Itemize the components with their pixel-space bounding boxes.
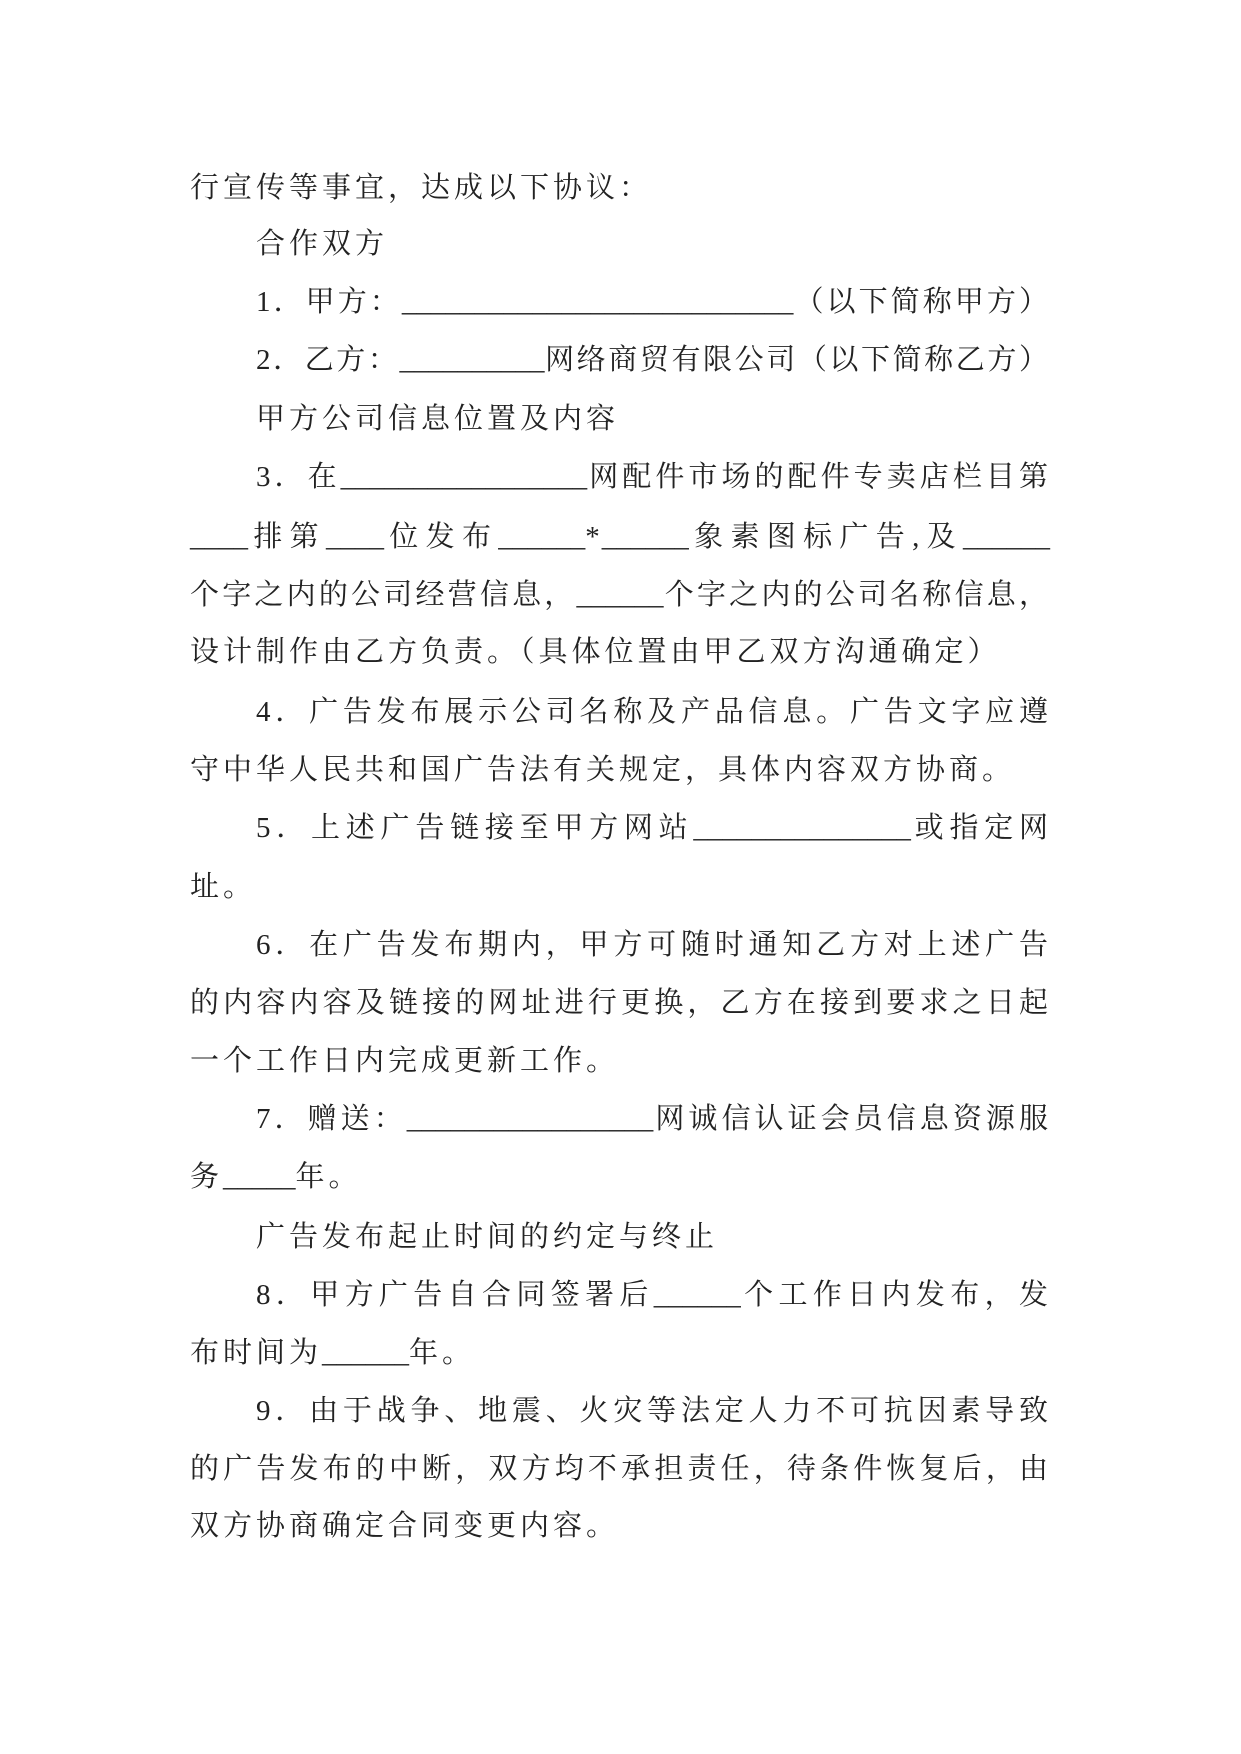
clause-text: 年。: [409, 1337, 476, 1369]
clause-text: 网络商贸有限公司（以下简称乙方）: [544, 344, 1050, 376]
clause-text: 9．由于战争、地震、火灾等法定人力不可抗因素导致: [256, 1395, 1050, 1427]
blank-field: ______: [498, 521, 586, 553]
clause-5-line-2: [190, 867, 1050, 907]
clause-4-line-2: [190, 750, 1050, 790]
intro-continuation: [190, 168, 1050, 208]
clause-9-line-1: [256, 1391, 1050, 1431]
section-heading-text: 甲方公司信息位置及内容: [256, 403, 620, 435]
clause-9-line-3: [190, 1506, 1050, 1546]
blank-field: ____: [325, 521, 384, 553]
blank-field: ______: [601, 521, 689, 553]
clause-text: 5．上述广告链接至甲方网站: [256, 812, 694, 844]
section-heading-text: 广告发布起止时间的约定与终止: [256, 1221, 719, 1253]
clause-text: 位发布: [383, 521, 499, 553]
clause-text: 年。: [295, 1161, 362, 1193]
clause-text: 4．广告发布展示公司名称及产品信息。广告文字应遵: [256, 696, 1050, 728]
clause-3-line-2: [190, 517, 1050, 557]
blank-field: _______________: [693, 812, 911, 844]
clause-7-line-1: [256, 1099, 1050, 1139]
section-heading-text: 合作双方: [256, 228, 389, 260]
clause-text: 个字之内的公司名称信息，: [663, 579, 1050, 611]
blank-field: ______: [322, 1337, 410, 1369]
clause-4-line-1: [256, 692, 1050, 732]
clause-text: 象素图标广告,及: [688, 521, 963, 553]
clause-text: 布时间为: [190, 1337, 323, 1369]
clause-6-line-2: [190, 983, 1050, 1023]
section-heading-parties: [256, 224, 1050, 264]
clause-3-line-1: [256, 457, 1050, 497]
clause-text: 1．甲方：: [256, 286, 402, 318]
clause-text: 双方协商确定合同变更内容。: [190, 1510, 620, 1542]
clause-text: *: [585, 521, 602, 553]
clause-text: 个工作日内发布，发: [740, 1279, 1050, 1311]
clause-text: 网配件市场的配件专卖店栏目第: [587, 461, 1050, 493]
clause-text: 务: [190, 1161, 224, 1193]
clause-text: 2．乙方：: [256, 344, 400, 376]
clause-text: 网诚信认证会员信息资源服: [653, 1103, 1050, 1135]
clause-text: 排第: [248, 521, 326, 553]
clause-2-party-b: [256, 340, 1050, 380]
blank-field: _________________: [406, 1103, 654, 1135]
clause-3-line-4: [190, 632, 1050, 672]
clause-text: 6．在广告发布期内，甲方可随时通知乙方对上述广告: [256, 929, 1050, 961]
blank-field: ______: [962, 521, 1050, 553]
paragraph-text: 行宣传等事宜，达成以下协议：: [190, 172, 653, 204]
blank-field: _________________: [340, 461, 588, 493]
clause-8-line-2: [190, 1333, 1050, 1373]
blank-field: _____: [223, 1161, 296, 1193]
clause-5-line-1: [256, 808, 1050, 848]
clause-3-line-3: [190, 575, 1050, 615]
clause-text: 的广告发布的中断，双方均不承担责任，待条件恢复后，由: [190, 1453, 1050, 1485]
clause-text: 设计制作由乙方负责。（具体位置由甲乙双方沟通确定）: [190, 636, 1001, 668]
blank-field: ____: [190, 521, 248, 553]
clause-text: 址。: [190, 871, 257, 903]
blank-field: __________: [399, 344, 545, 376]
clause-9-line-2: [190, 1449, 1050, 1489]
section-heading-term: [256, 1217, 1050, 1257]
clause-text: 个字之内的公司经营信息，: [190, 579, 577, 611]
clause-8-line-1: [256, 1275, 1050, 1315]
clause-text: 7．赠送：: [256, 1103, 407, 1135]
clause-6-line-3: [190, 1041, 1050, 1081]
clause-text: 一个工作日内完成更新工作。: [190, 1045, 620, 1077]
clause-text: 3．在: [256, 461, 341, 493]
clause-6-line-1: [256, 925, 1050, 965]
clause-text: （以下简称甲方）: [793, 286, 1050, 318]
clause-text: 的内容内容及链接的网址进行更换，乙方在接到要求之日起: [190, 987, 1050, 1019]
clause-text: 8．甲方广告自合同签署后: [256, 1279, 654, 1311]
section-heading-ad-position: [256, 399, 1050, 439]
clause-7-line-2: [190, 1157, 1050, 1197]
clause-text: 守中华人民共和国广告法有关规定，具体内容双方协商。: [190, 754, 1016, 786]
blank-field: ______: [653, 1279, 741, 1311]
blank-field: ___________________________: [401, 286, 794, 318]
clause-text: 或指定网: [910, 812, 1050, 844]
blank-field: ______: [576, 579, 664, 611]
clause-1-party-a: [256, 282, 1050, 322]
